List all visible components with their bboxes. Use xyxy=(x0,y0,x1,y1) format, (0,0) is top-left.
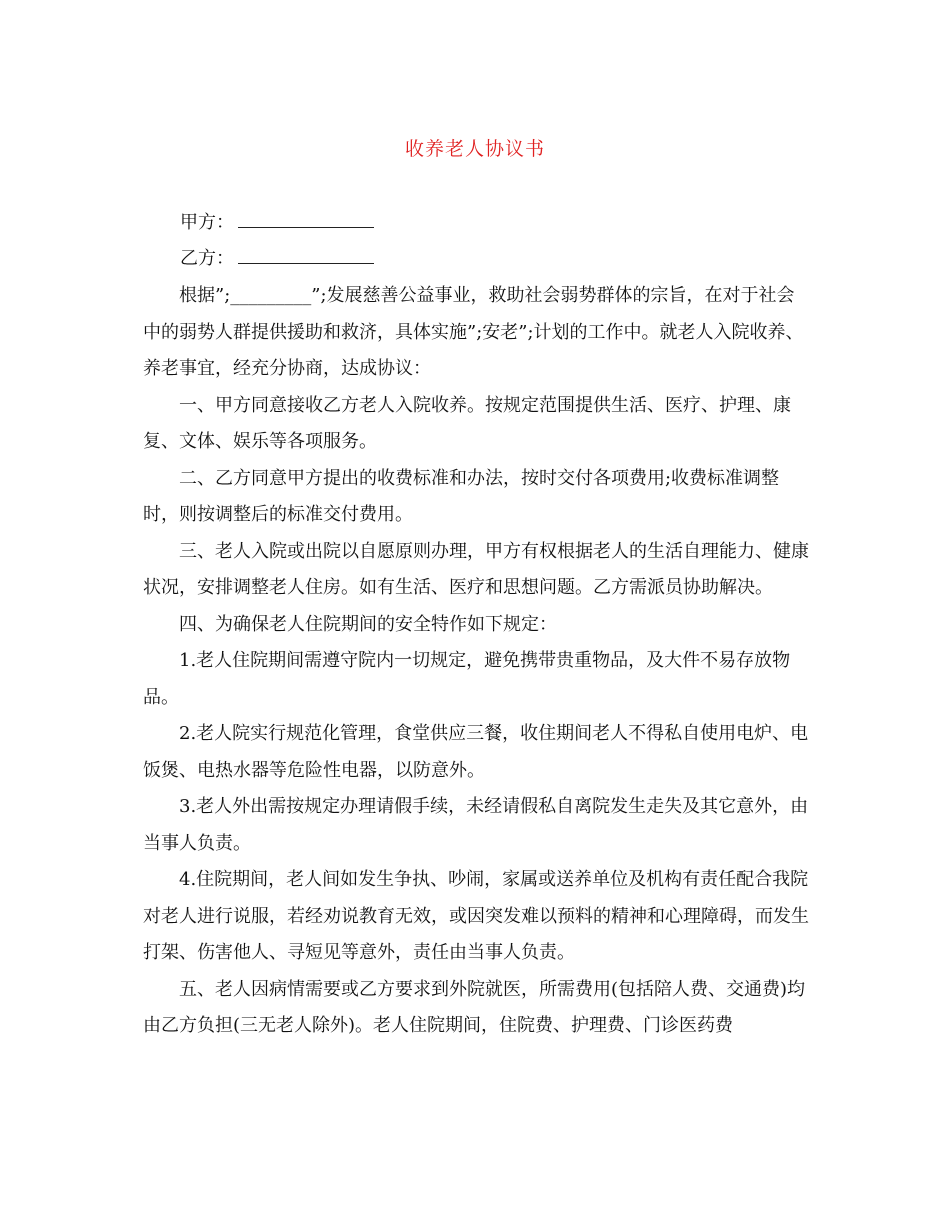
paragraph-clause-3: 三、老人入院或出院以自愿原则办理，甲方有权根据老人的生活自理能力、健康状况，安排调整老人住房。如有生活、医疗和思想问题。乙方需派员协助解决。 xyxy=(143,540,809,598)
paragraph-rule-1: 1.老人住院期间需遵守院内一切规定，避免携带贵重物品，及大件不易存放物品。 xyxy=(143,650,791,708)
paragraph-clause-4: 四、为确保老人住院期间的安全特作如下规定： xyxy=(179,613,557,635)
party-b-blank xyxy=(238,249,374,264)
paragraph-rule-4: 4.住院期间，老人间如发生争执、吵闹，家属或送养单位及机构有责任配合我院对老人进行说服，若经劝说教育无效，或因突发难以预料的精神和心理障碍，而发生打架、伤害他人、寻短见等意外，责任由当事人负责。 xyxy=(143,869,809,963)
paragraph-rule-3: 3.老人外出需按规定办理请假手续，未经请假私自离院发生走失及其它意外，由当事人负责。 xyxy=(143,796,809,854)
party-a-blank xyxy=(238,213,374,228)
paragraph-clause-5: 五、老人因病情需要或乙方要求到外院就医，所需费用(包括陪人费、交通费)均由乙方负担(三无老人除外)。老人住院期间，住院费、护理费、门诊医药费 xyxy=(143,978,806,1036)
document-body xyxy=(143,278,811,1045)
document-title: 收养老人协议书 xyxy=(404,138,545,160)
paragraph-rule-2: 2.老人院实行规范化管理，食堂供应三餐，收住期间老人不得私自使用电炉、电饭煲、电热水器等危险性电器，以防意外。 xyxy=(143,723,809,781)
party-b-label: 乙方： xyxy=(180,248,234,269)
paragraph-intro: 根据”;_________”;发展慈善公益事业，救助社会弱势群体的宗旨，在对于社会中的弱势人群提供援助和救济，具体实施”;安老”;计划的工作中。就老人入院收养、养老事宜，经充分协商，达成协议： xyxy=(143,285,804,379)
party-a-line xyxy=(180,208,374,234)
party-a-label: 甲方： xyxy=(180,212,234,233)
party-b-line xyxy=(180,244,374,270)
paragraph-clause-1: 一、甲方同意接收乙方老人入院收养。按规定范围提供生活、医疗、护理、康复、文体、娱乐等各项服务。 xyxy=(143,394,791,452)
paragraph-clause-2: 二、乙方同意甲方提出的收费标准和办法，按时交付各项费用;收费标准调整时，则按调整后的标准交付费用。 xyxy=(143,467,780,525)
